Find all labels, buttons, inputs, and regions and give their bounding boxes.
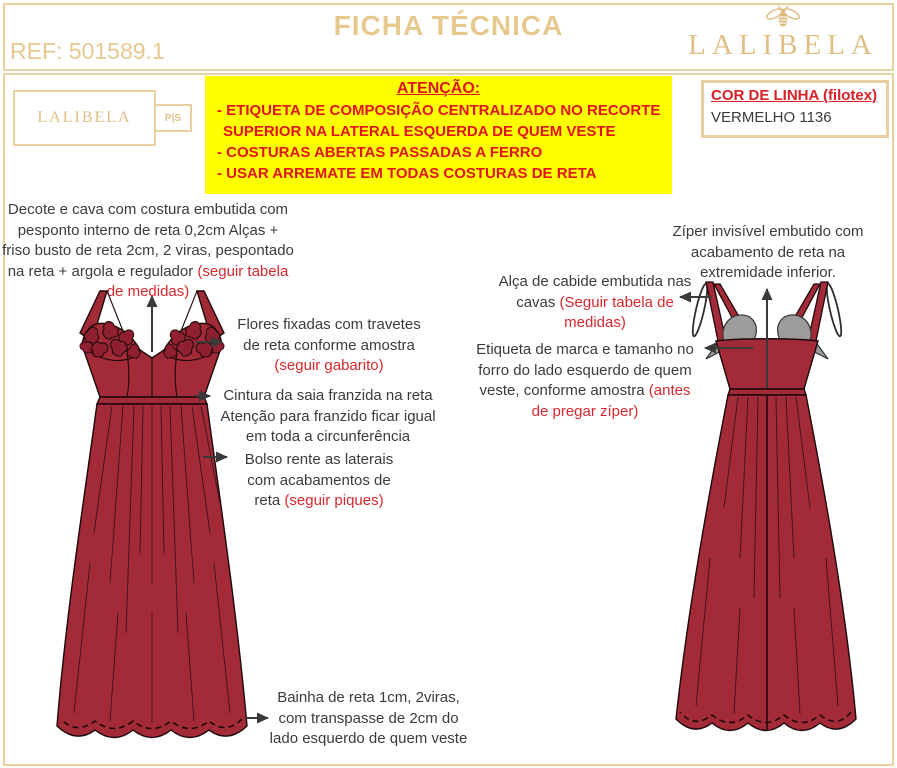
note-brand-label: Etiqueta de marca e tamanho no forro do lado esquerdo de quem veste, conforme amostra (antes de pregar zíper) [476, 341, 694, 420]
reference-number: REF: 501589.1 [10, 38, 165, 64]
attention-item: - USAR ARREMATE EM TODAS COSTURAS DE RETA [217, 165, 597, 182]
attention-box [205, 76, 672, 194]
bee-icon [763, 4, 803, 28]
thread-color-box [701, 80, 889, 138]
note-zipper: Zíper invisível embutido com acabamento de reta na extremidade inferior. [672, 223, 864, 281]
garment-label-box [13, 90, 156, 146]
note-pocket: Bolso rente as laterais com acabamentos de reta (seguir piques) [244, 451, 394, 509]
brand-name: LALIBELA [688, 29, 878, 61]
note-flowers: Flores fixadas com travetes de reta conforme amostra (seguir gabarito) [237, 316, 421, 374]
attention-item: - COSTURAS ABERTAS PASSADAS A FERRO [217, 144, 543, 161]
dress-back-illustration [640, 278, 885, 760]
attention-item: - ETIQUETA DE COMPOSIÇÃO CENTRALIZADO NO RECORTE SUPERIOR NA LATERAL ESQUERDA DE QUEM VESTE [217, 102, 661, 140]
page-title: FICHA TÉCNICA [333, 10, 564, 41]
garment-label-brand: LALIBELA [37, 109, 132, 126]
thread-color-value: VERMELHO 1136 [711, 109, 832, 126]
note-hem: Bainha de reta 1cm, 2viras, com transpasse de 2cm do lado esquerdo de quem veste [269, 689, 468, 747]
attention-title: ATENÇÃO: [396, 80, 481, 97]
size-tag: P|S [154, 104, 192, 132]
note-hanger-loop: Alça de cabide embutida nas cavas (Seguir tabela de medidas) [498, 273, 692, 331]
brand-logo [683, 4, 883, 62]
dress-front-illustration [30, 283, 280, 768]
note-waist: Cintura da saia franzida na reta Atenção para franzido ficar igual em toda a circunferência [220, 387, 436, 445]
thread-color-title: COR DE LINHA (filotex) [711, 87, 878, 104]
note-neckline: Decote e cava com costura embutida com pesponto interno de reta 0,2cm Alças + friso busto de reta 2cm, 2 viras, pespontado na reta + argola e regulador (seguir tabela de medidas) [2, 201, 294, 300]
